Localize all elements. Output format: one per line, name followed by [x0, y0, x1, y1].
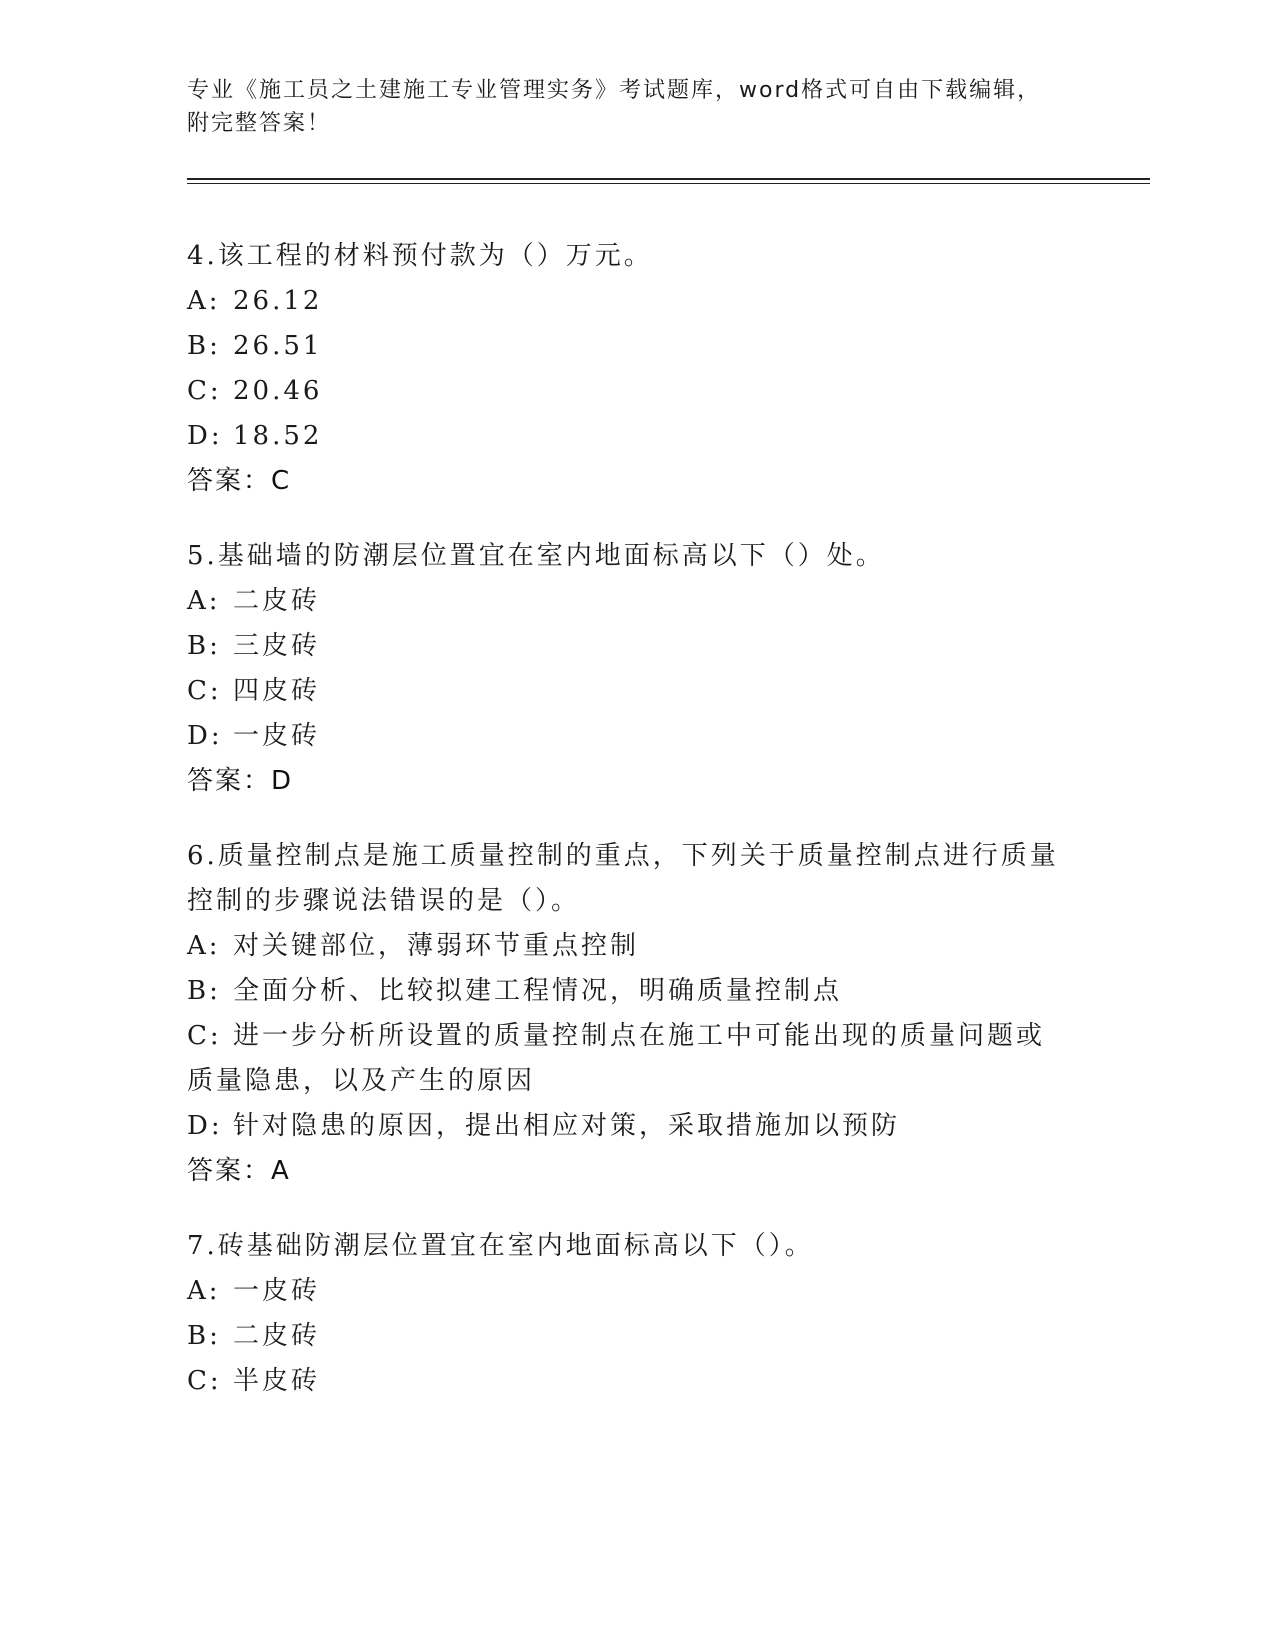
option-text: 全面分析、比较拟建工程情况，明确质量控制点: [233, 976, 843, 1006]
option-text: 26.12: [233, 286, 323, 316]
option-text: 对关键部位，薄弱环节重点控制: [233, 931, 640, 961]
option-key: D:: [187, 1111, 223, 1141]
header-divider-thick: [187, 178, 1150, 180]
option-text: 三皮砖: [233, 631, 321, 661]
option-key: A:: [187, 1276, 221, 1306]
option-c: [187, 1014, 1067, 1104]
option-b: [187, 624, 1067, 669]
option-b: [187, 1314, 1067, 1359]
option-b: [187, 969, 1067, 1014]
option-key: A:: [187, 286, 221, 316]
answer-line: 答案：A: [187, 1156, 291, 1186]
option-key: C:: [187, 1021, 222, 1051]
option-text: 18.52: [233, 421, 323, 451]
document-header: [187, 74, 1067, 140]
option-text: 四皮砖: [233, 676, 321, 706]
option-a: [187, 579, 1067, 624]
option-a: [187, 279, 1067, 324]
option-key: B:: [187, 331, 221, 361]
question-list: [187, 234, 1087, 1434]
question-item: [187, 1224, 1087, 1404]
question-item: [187, 534, 1087, 804]
question-stem: 5.基础墙的防潮层位置宜在室内地面标高以下（）处。: [187, 541, 885, 571]
option-key: B:: [187, 1321, 221, 1351]
option-c: [187, 1359, 1067, 1404]
option-text: 一皮砖: [233, 1276, 321, 1306]
option-text: 26.51: [233, 331, 323, 361]
answer-line: 答案：C: [187, 466, 292, 496]
question-stem: 7.砖基础防潮层位置宜在室内地面标高以下（）。: [187, 1231, 814, 1261]
option-text: 进一步分析所设置的质量控制点在施工中可能出现的质量问题或质量隐患，以及产生的原因: [187, 1021, 1046, 1096]
option-key: C:: [187, 376, 222, 406]
option-key: B:: [187, 976, 221, 1006]
answer-line: 答案：D: [187, 766, 294, 796]
header-line-1: 专业《施工员之土建施工专业管理实务》考试题库，word格式可自由下载编辑，: [187, 78, 1042, 103]
option-text: 半皮砖: [233, 1366, 321, 1396]
option-d: [187, 414, 1067, 459]
option-key: D:: [187, 721, 223, 751]
option-text: 一皮砖: [233, 721, 321, 751]
option-text: 针对隐患的原因，提出相应对策，采取措施加以预防: [233, 1111, 901, 1141]
option-key: A:: [187, 931, 221, 961]
question-stem: 4.该工程的材料预付款为（）万元。: [187, 241, 653, 271]
option-c: [187, 669, 1067, 714]
option-text: 二皮砖: [233, 586, 321, 616]
option-key: C:: [187, 1366, 222, 1396]
option-c: [187, 369, 1067, 414]
option-a: [187, 1269, 1067, 1314]
option-key: A:: [187, 586, 221, 616]
question-item: [187, 234, 1087, 504]
option-b: [187, 324, 1067, 369]
option-d: [187, 1104, 1067, 1149]
question-item: [187, 834, 1087, 1194]
option-key: D:: [187, 421, 223, 451]
option-text: 20.46: [233, 376, 323, 406]
option-a: [187, 924, 1067, 969]
question-stem: 6.质量控制点是施工质量控制的重点，下列关于质量控制点进行质量控制的步骤说法错误的是（）。: [187, 841, 1059, 916]
header-line-2: 附完整答案！: [187, 111, 332, 136]
header-divider-thin: [187, 183, 1150, 184]
option-key: B:: [187, 631, 221, 661]
option-key: C:: [187, 676, 222, 706]
option-d: [187, 714, 1067, 759]
option-text: 二皮砖: [233, 1321, 321, 1351]
